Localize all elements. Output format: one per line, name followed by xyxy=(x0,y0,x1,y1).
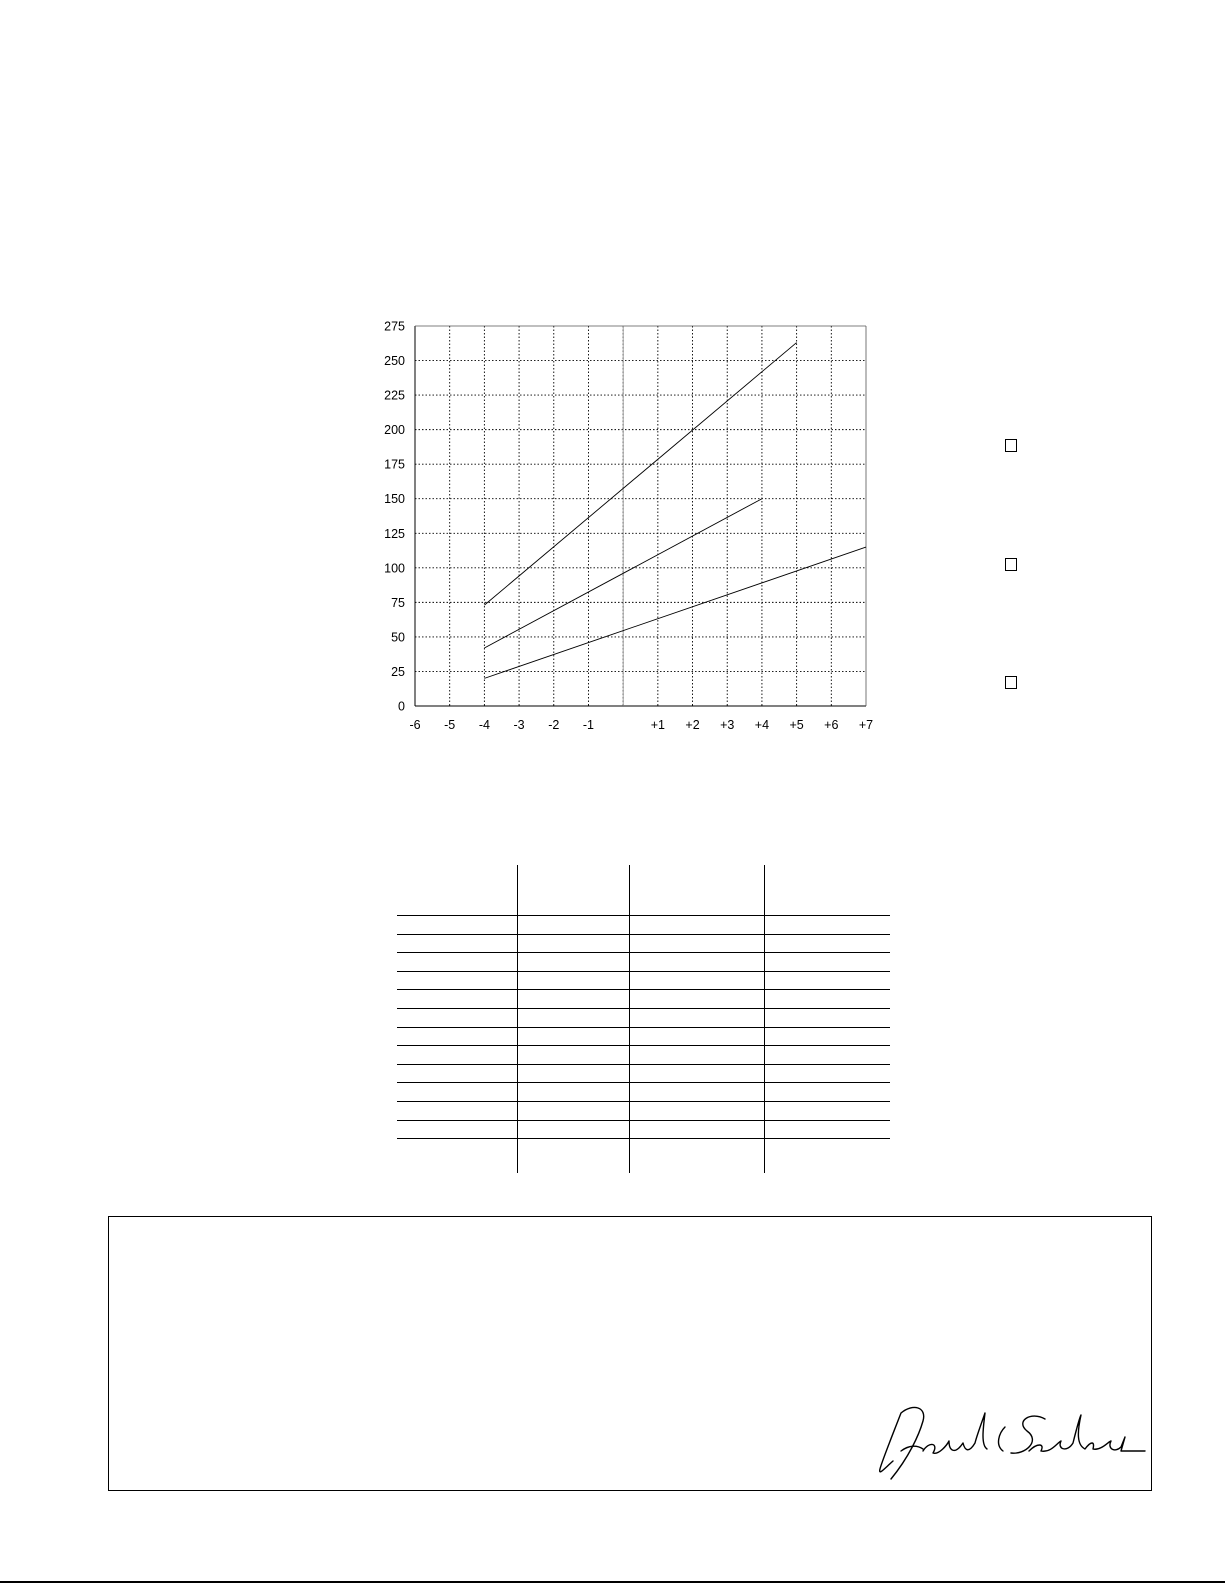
chart-axes xyxy=(415,326,866,706)
table-row-rule xyxy=(397,1138,890,1139)
x-tick-label: +5 xyxy=(789,718,804,732)
table-row-rule xyxy=(397,1027,890,1028)
y-tick-label: 150 xyxy=(384,492,405,507)
table-row-rule xyxy=(397,989,890,990)
x-tick-label: -5 xyxy=(444,718,456,732)
table-row-rule xyxy=(397,934,890,935)
x-tick-label: +3 xyxy=(720,718,735,732)
y-tick-label: 275 xyxy=(384,319,405,334)
table-row-rule xyxy=(397,971,890,972)
y-tick-label: 25 xyxy=(391,664,405,679)
chart xyxy=(0,0,1225,760)
table-column-separator xyxy=(517,865,518,1173)
table-column-separator xyxy=(764,865,765,1173)
table-row-rule xyxy=(397,1064,890,1065)
data-table xyxy=(397,865,890,1173)
series-line-3 xyxy=(484,547,866,678)
y-tick-label: 175 xyxy=(384,457,405,472)
remarks-box xyxy=(108,1216,1152,1491)
table-row-rule xyxy=(397,1101,890,1102)
legend-marker-2 xyxy=(1005,558,1017,571)
page-bottom-rule xyxy=(0,1581,1225,1583)
legend-marker-1 xyxy=(1005,439,1017,452)
table-row-rule xyxy=(397,915,890,916)
x-tick-label: -6 xyxy=(409,718,421,732)
x-tick-label: +6 xyxy=(824,718,839,732)
table-column-separator xyxy=(629,865,630,1173)
table-row-rule xyxy=(397,952,890,953)
handwritten-signature xyxy=(789,1405,1149,1485)
y-tick-label: 250 xyxy=(384,354,405,369)
y-tick-label: 50 xyxy=(391,630,405,645)
x-tick-label: -4 xyxy=(478,718,490,732)
y-tick-label: 200 xyxy=(384,423,405,438)
table-row-rule xyxy=(397,1008,890,1009)
series-line-1 xyxy=(484,343,796,606)
x-tick-label: +1 xyxy=(650,718,665,732)
x-tick-label: -1 xyxy=(582,718,595,732)
x-tick-label: +7 xyxy=(858,718,874,732)
y-tick-label: 0 xyxy=(398,699,405,714)
y-tick-label: 100 xyxy=(384,561,405,576)
x-tick-label: -3 xyxy=(513,718,525,732)
chart-series xyxy=(484,343,866,679)
table-row-rule xyxy=(397,1082,890,1083)
x-tick-label: +2 xyxy=(685,718,700,732)
table-row-rule xyxy=(397,1120,890,1121)
chart-grid xyxy=(415,326,866,706)
y-tick-label: 225 xyxy=(384,388,405,403)
x-tick-label: +4 xyxy=(754,718,770,732)
chart-tick-labels xyxy=(384,320,873,733)
table-row-rule xyxy=(397,1045,890,1046)
y-tick-label: 125 xyxy=(384,526,405,541)
legend-marker-3 xyxy=(1005,676,1017,689)
x-tick-label: -2 xyxy=(548,718,560,732)
y-tick-label: 75 xyxy=(391,595,405,610)
